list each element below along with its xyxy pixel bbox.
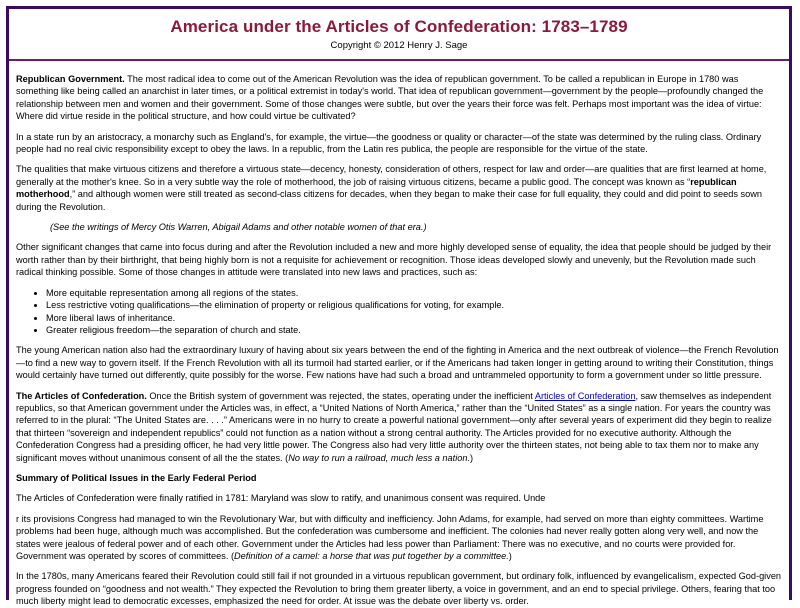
paragraph-equality: Other significant changes that came into focus during and after the Revolution included a new and more highly developed sense of equality, the idea that people should be judged by their worth rather than by their birthright, that being highly born is not a requisite for achievement or recognition. Those ideas developed slowly and unevenly, but the Revolution made such radical thinking possible. Some of those changes in attitude were translated into new laws and practices, such as: [16,242,772,278]
list-item: • More liberal laws of inheritance. [46,312,783,324]
changes-list [16,287,783,337]
page-frame [6,6,792,607]
paragraph-aristocracy: In a state run by an aristocracy, a monarchy such as England's, for example, the virtue—the goodness or quality or character—of the state was determined by the ruling class. Ordinary people had no real civic responsibility except to obey the laws. In a republic, from the Latin res publica, the people are responsible for the virtue of the state. [16,131,762,155]
paragraph-text: ,” and although women were still treated as second-class citizens for decades, when they began to make their case for full equality, they could and did point to seeds sown during the Revolution. [16,189,762,212]
summary-heading: Summary of Political Issues in the Early Federal Period [16,472,257,483]
section-lead: Republican Government. [16,74,125,84]
paragraph-text: , saw themselves as independent republics, so that American government under the Articles was, in effect, a “United Nations of North America,” rather than the “United States” as a single nation. For years the country was referred to in the plural: “The United States are. . . .” Americans were in no hurry to create a powerful national government—only after several years of experiment did they begin to realize that thirteen “sovereign and independent republics” could not function as a nation without a strong central authority. The Articles provided for no executive authority. Although the Confederation Congress had a presiding officer, he had very little power. The Congress also had very little authority over the thirteen states, not being able to tax them nor to make any significant moves without unanimous consent of all the the states. ( [16,390,772,463]
paragraph-text: The most radical idea to come out of the American Revolution was the idea of republican government. To be called a republican in Europe in 1780 was something like being called an anarchist in later times, or a political extremist in today's world. That idea of republican government—government by the people—profoundly changed the relationship between men and women and their government. Some of those changes were subtle, but over the years their force was felt. Perhaps most important was the idea of virtue: Where did virtue reside in the political structure, and how could virtue be cultivated? [16,74,764,122]
section-lead: The Articles of Confederation. [16,390,147,401]
article-body [9,61,789,608]
page-title: America under the Articles of Confederation: 1783–1789 [170,17,628,36]
paragraph-text: ) [508,551,512,561]
paragraph-text: Once the British system of government was rejected, the states, operating under the inefficient [146,390,535,401]
term-republican-motherhood: republican motherhood [16,176,737,200]
paragraph-1780s: In the 1780s, many Americans feared their Revolution could still fail if not grounded in a virtuous republican government, but ordinary folk, influenced by evangelicalism, expected God-given progress founded on “goodness and not wealth.” They expected the Revolution to bring them greater liberty, a voice in government, and an end to special privilege. Others, fearing that too much liberty might lead to democratic excesses, emphasized the need for order. At issue was the debate over liberty vs. order. [16,571,782,607]
list-item: • Greater religious freedom—the separation of church and state. [46,324,783,336]
paragraph-republican-motherhood [16,163,783,213]
paragraph-text: The qualities that make virtuous citizens and therefore a virtuous state—decency, honesty, consideration of others, respect for law and order—are qualities that are first learned at home, generally at the mother's knee. So in a very subtle way the role of motherhood, the job of raising virtuous citizens, became a public good. The concept was known as “ [16,164,767,187]
note-writings: (See the writings of Mercy Otis Warren, Abigail Adams and other notable women of that era.) [50,222,427,233]
paragraph-provisions [16,513,783,563]
paragraph-republican-government [16,73,783,123]
articles-of-confederation-link[interactable]: Articles of Confederation [534,390,636,401]
list-item: • More equitable representation among all regions of the states. [46,287,783,299]
page-header [9,9,789,61]
paragraph-text: r its provisions Congress had managed to win the Revolutionary War, but with difficulty and inefficiency. John Adams, for example, had served on more than eighty committees. Wartime problems had been huge, although much was accomplished. But the confederation was cumbersome and inefficient. The colonies had never really gotten along very well, and now the states were jealous of federal power and of each other. Government under the Articles had less power than Parliament: There was no executive, and no courts were provided for. Government was operated by scores of committees. ( [16,513,764,561]
list-item: • Less restrictive voting qualifications—the elimination of property or religious qualifications for voting, for example. [46,299,783,311]
paragraph-articles [16,390,783,464]
paragraph-ratified: The Articles of Confederation were finally ratified in 1781: Maryland was slow to ratify, and unanimous consent was required. Unde [16,493,546,504]
paragraph-text: ) [470,452,474,463]
aside-text: No way to run a railroad, much less a nation. [288,452,471,463]
copyright-notice: Copyright © 2012 Henry J. Sage [330,40,468,51]
paragraph-young-nation: The young American nation also had the extraordinary luxury of having about six years between the end of the fighting in America and the next outbreak of violence—the French Revolution—to find a new way to govern itself. If the French Revolution with all its turmoil had started earlier, or if the Americans had taken longer in getting around to writing their Constitution, things would certainly have turned out differently, quite possibly for the worse. Few nations have had such a broad and untrammeled opportunity to form a government under so little pressure. [16,345,779,381]
aside-text: Definition of a camel: a horse that was put together by a committee. [234,551,509,561]
